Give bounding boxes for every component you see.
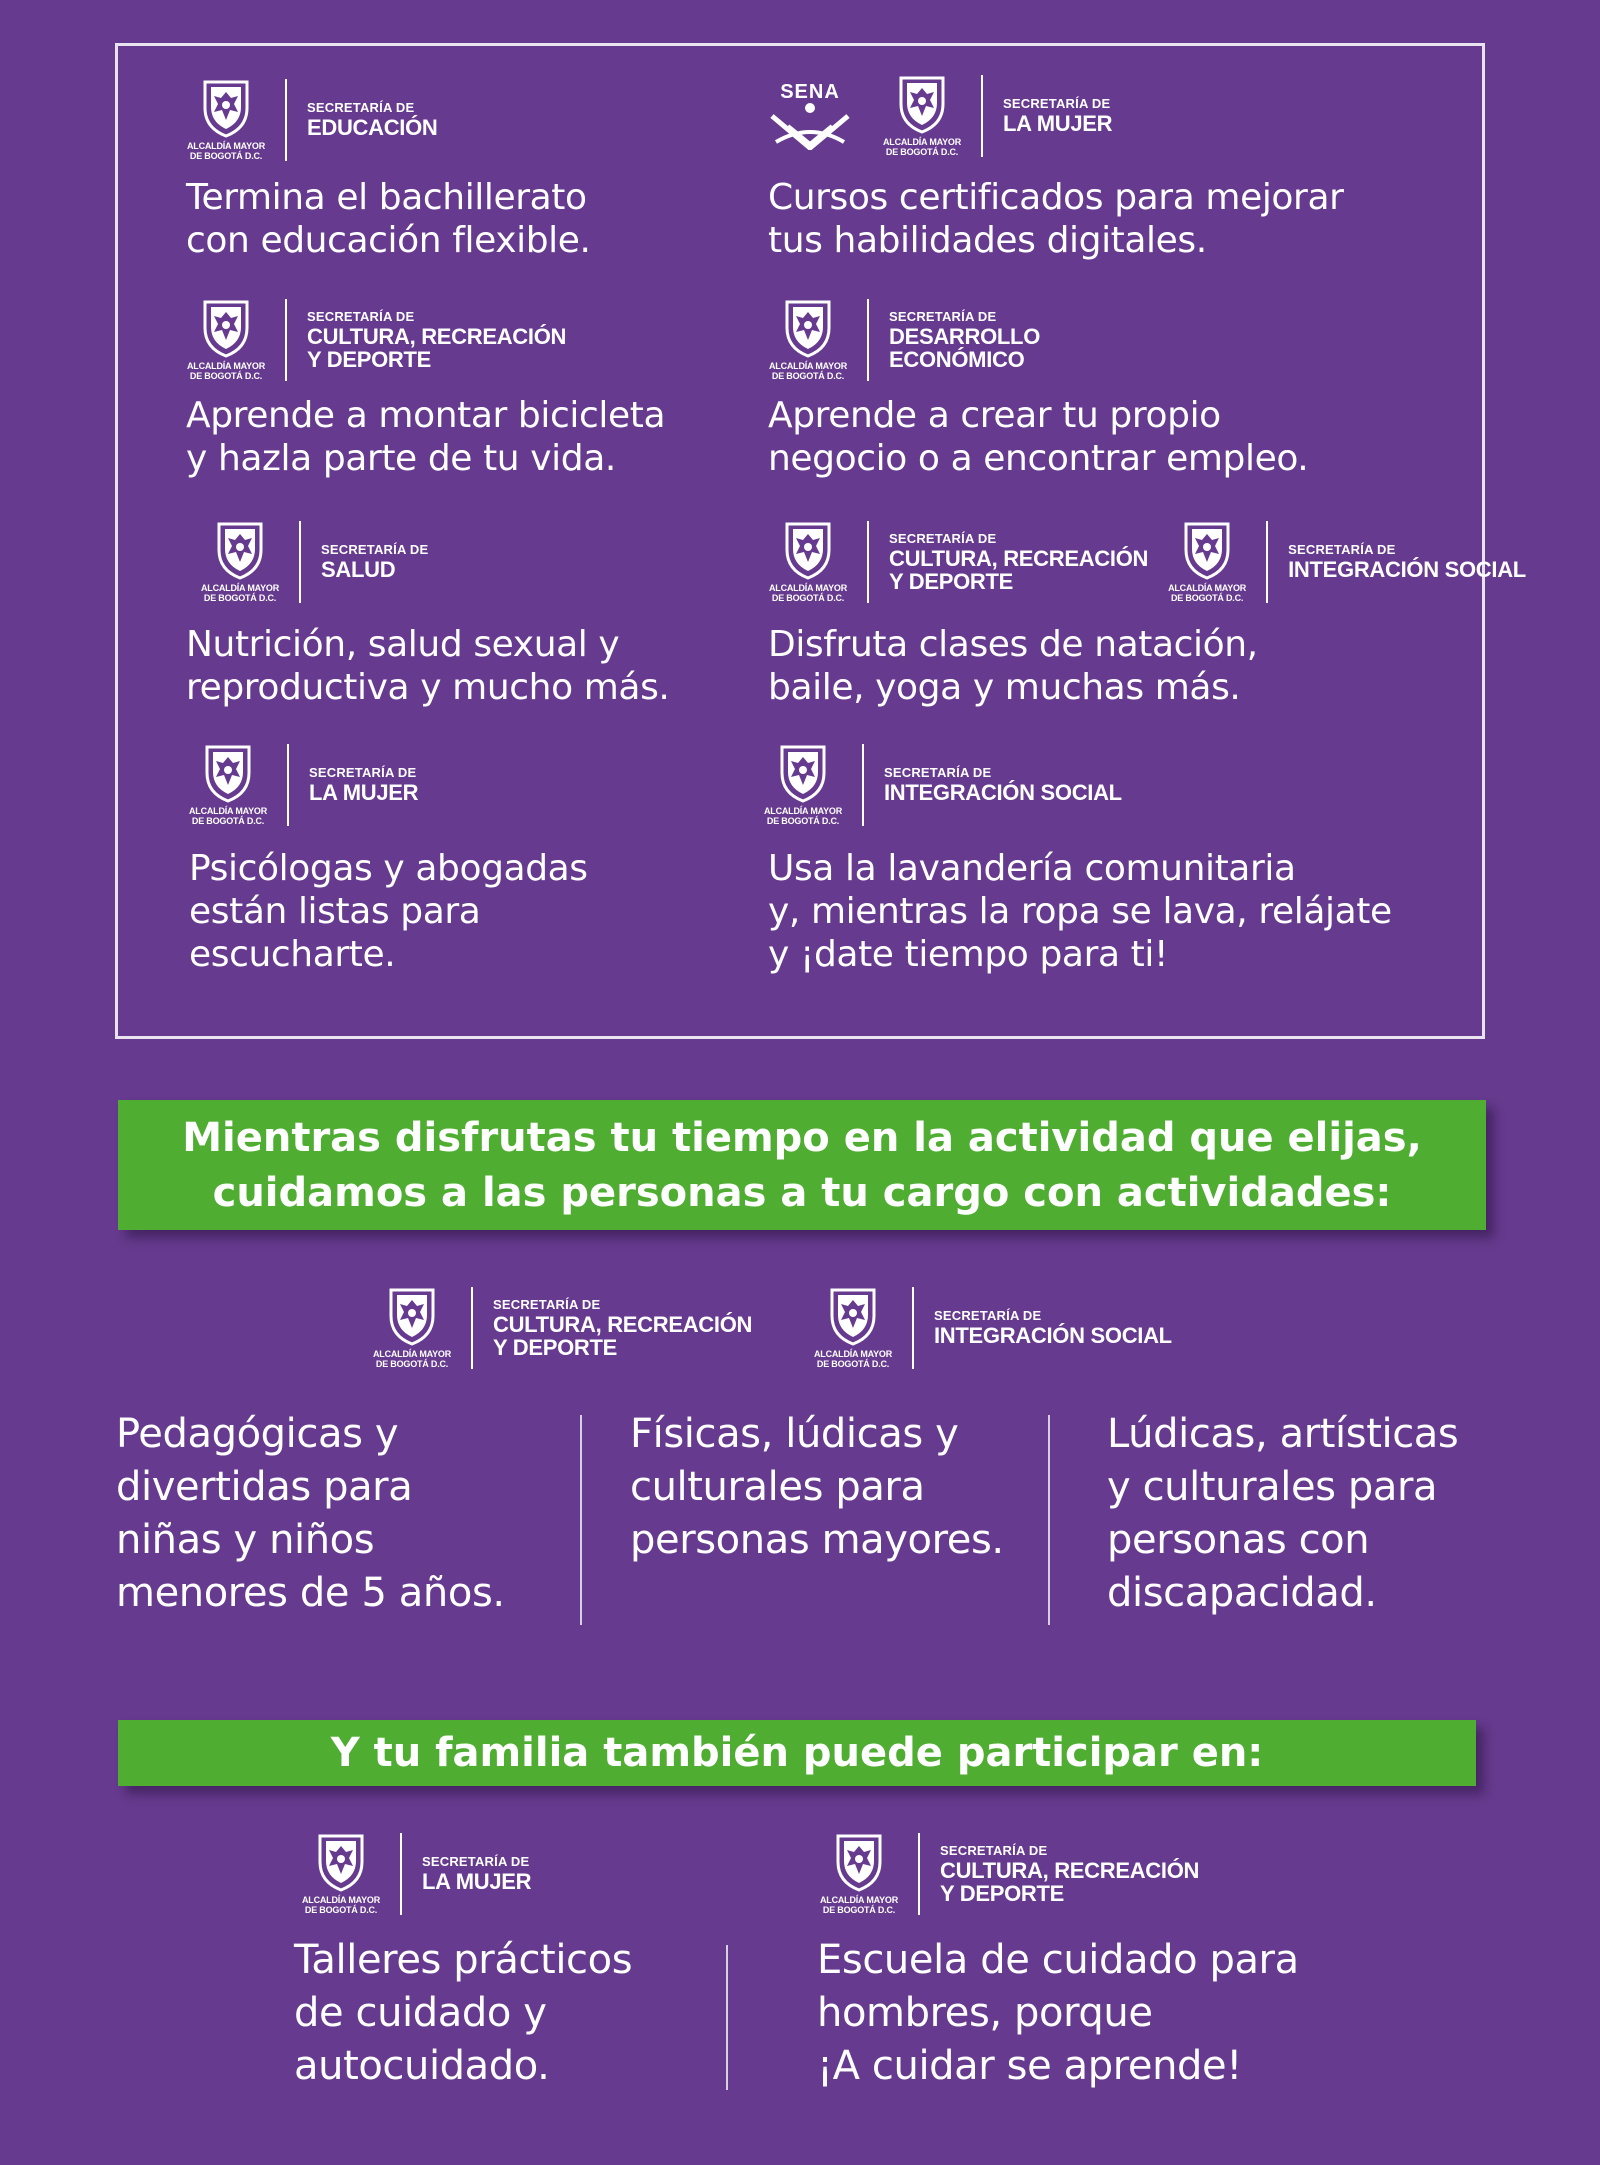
- family-workshops-text: Talleres prácticos de cuidado y autocuidado.: [294, 1937, 633, 2089]
- crest-icon: [201, 298, 251, 358]
- item-text: Psicólogas y abogadas están listas para escucharte.: [189, 848, 588, 975]
- secretaria-name: INTEGRACIÓN SOCIAL: [1288, 557, 1526, 582]
- secretaria-prefix: SECRETARÍA DE: [889, 530, 997, 546]
- alcaldia-crest: [185, 743, 271, 826]
- item-text: Aprende a crear tu propio negocio o a encontrar empleo.: [768, 395, 1309, 479]
- secretaria-prefix: SECRETARÍA DE: [422, 1854, 530, 1869]
- alcaldia-crest: [183, 298, 269, 381]
- secretaria-name: EDUCACIÓN: [307, 115, 438, 140]
- crest-label: ALCALDÍA MAYOR DE BOGOTÁ D.C.: [763, 806, 843, 826]
- sena-wordmark: SENA: [780, 80, 840, 103]
- alcaldia-crest: [816, 1832, 902, 1915]
- crest-icon: [834, 1832, 884, 1892]
- logo-divider: [400, 1833, 402, 1915]
- logo-cultura-care: [369, 1286, 752, 1369]
- crest-icon: [387, 1286, 437, 1346]
- alcaldia-crest: [1164, 520, 1250, 603]
- crest-label: ALCALDÍA MAYOR DE BOGOTÁ D.C.: [768, 583, 848, 603]
- alcaldia-crest: [879, 74, 965, 157]
- secretaria-name: LA MUJER: [422, 1869, 532, 1894]
- care-col-disability: Lúdicas, artísticas y culturales para personas con discapacidad.: [1107, 1411, 1459, 1616]
- family-school-text: Escuela de cuidado para hombres, porque ¡A cuidar se aprende!: [817, 1937, 1299, 2089]
- column-divider: [726, 1945, 728, 2090]
- secretaria-label: [321, 542, 428, 581]
- secretaria-prefix: SECRETARÍA DE: [307, 308, 415, 324]
- secretaria-name: CULTURA, RECREACIÓN Y DEPORTE: [307, 323, 567, 372]
- crest-icon: [201, 78, 251, 138]
- alcaldia-crest: [765, 298, 851, 381]
- crest-icon: [316, 1832, 366, 1892]
- logo-cultura-family: [816, 1832, 1199, 1915]
- secretaria-name: INTEGRACIÓN SOCIAL: [934, 1323, 1172, 1348]
- crest-icon: [778, 743, 828, 803]
- secretaria-label: [940, 1843, 1199, 1905]
- alcaldia-crest: [369, 1286, 455, 1369]
- logo-divider: [285, 299, 287, 381]
- care-col-children: Pedagógicas y divertidas para niñas y niños menores de 5 años.: [116, 1411, 505, 1616]
- secretaria-label: [889, 309, 1040, 371]
- secretaria-label: [884, 765, 1122, 804]
- secretaria-name: LA MUJER: [1003, 111, 1113, 136]
- secretaria-prefix: SECRETARÍA DE: [493, 1296, 601, 1312]
- item-text: Cursos certificados para mejorar tus habilidades digitales.: [768, 177, 1344, 261]
- sena-icon: [768, 102, 852, 150]
- secretaria-prefix: SECRETARÍA DE: [321, 542, 429, 557]
- logo-sena-mujer: [765, 74, 1112, 157]
- logo-cultura-integracion: [765, 520, 1526, 603]
- item-text: Disfruta clases de natación, baile, yoga y muchas más.: [768, 624, 1258, 708]
- item-text: Usa la lavandería comunitaria y, mientras la ropa se lava, relájate y ¡date tiempo para ti!: [768, 848, 1392, 975]
- crest-icon: [897, 74, 947, 134]
- logo-mujer: [185, 743, 418, 826]
- secretaria-prefix: SECRETARÍA DE: [1003, 96, 1111, 111]
- secretaria-name: INTEGRACIÓN SOCIAL: [884, 780, 1122, 805]
- sena-logo: [765, 82, 855, 150]
- crest-label: ALCALDÍA MAYOR DE BOGOTÁ D.C.: [819, 1895, 899, 1915]
- logo-salud: [197, 520, 428, 603]
- logo-divider: [862, 744, 864, 826]
- logo-desarrollo: [765, 298, 1040, 381]
- logo-divider: [867, 521, 869, 603]
- crest-label: ALCALDÍA MAYOR DE BOGOTÁ D.C.: [372, 1349, 452, 1369]
- logo-divider: [287, 744, 289, 826]
- secretaria-prefix: SECRETARÍA DE: [307, 100, 415, 115]
- alcaldia-crest: [810, 1286, 896, 1369]
- care-col-elderly: Físicas, lúdicas y culturales para personas mayores.: [630, 1411, 1004, 1563]
- crest-icon: [783, 520, 833, 580]
- secretaria-name: DESARROLLO ECONÓMICO: [889, 323, 1041, 372]
- crest-label: ALCALDÍA MAYOR DE BOGOTÁ D.C.: [188, 806, 268, 826]
- crest-label: ALCALDÍA MAYOR DE BOGOTÁ D.C.: [301, 1895, 381, 1915]
- logo-mujer-family: [298, 1832, 531, 1915]
- crest-icon: [783, 298, 833, 358]
- secretaria-label: [493, 1297, 752, 1359]
- secretaria-prefix: SECRETARÍA DE: [940, 1842, 1048, 1858]
- secretaria-label: [934, 1308, 1172, 1347]
- family-banner: Y tu familia también puede participar en:: [118, 1720, 1476, 1786]
- item-text: Nutrición, salud sexual y reproductiva y mucho más.: [186, 624, 670, 708]
- logo-divider: [471, 1287, 473, 1369]
- secretaria-name: CULTURA, RECREACIÓN Y DEPORTE: [889, 545, 1149, 594]
- secretaria-prefix: SECRETARÍA DE: [889, 308, 997, 324]
- secretaria-name: CULTURA, RECREACIÓN Y DEPORTE: [940, 1857, 1200, 1906]
- secretaria-prefix: SECRETARÍA DE: [934, 1308, 1042, 1323]
- logo-educacion: [183, 78, 438, 161]
- care-banner: Mientras disfrutas tu tiempo en la actividad que elijas, cuidamos a las personas a tu cargo con actividades:: [118, 1100, 1486, 1230]
- crest-label: ALCALDÍA MAYOR DE BOGOTÁ D.C.: [200, 583, 280, 603]
- logo-divider: [912, 1287, 914, 1369]
- item-text: Termina el bachillerato con educación flexible.: [186, 177, 591, 261]
- crest-icon: [203, 743, 253, 803]
- secretaria-name: LA MUJER: [309, 780, 419, 805]
- logo-divider: [1266, 521, 1268, 603]
- logo-divider: [285, 79, 287, 161]
- logo-divider: [299, 521, 301, 603]
- secretaria-label: [309, 765, 418, 804]
- alcaldia-crest: [197, 520, 283, 603]
- column-divider: [580, 1415, 582, 1625]
- crest-icon: [1182, 520, 1232, 580]
- secretaria-name: CULTURA, RECREACIÓN Y DEPORTE: [493, 1311, 753, 1360]
- logo-divider: [867, 299, 869, 381]
- logo-cultura: [183, 298, 566, 381]
- crest-label: ALCALDÍA MAYOR DE BOGOTÁ D.C.: [186, 141, 266, 161]
- secretaria-label: [307, 309, 566, 371]
- logo-integracion-care: [810, 1286, 1172, 1369]
- secretaria-prefix: SECRETARÍA DE: [1288, 542, 1396, 557]
- secretaria-prefix: SECRETARÍA DE: [309, 765, 417, 780]
- secretaria-label: [422, 1854, 531, 1893]
- secretaria-label: [307, 100, 438, 139]
- secretaria-name: SALUD: [321, 557, 396, 582]
- logo-divider: [981, 75, 983, 157]
- crest-icon: [828, 1286, 878, 1346]
- crest-icon: [215, 520, 265, 580]
- secretaria-label: [1003, 96, 1112, 135]
- crest-label: ALCALDÍA MAYOR DE BOGOTÁ D.C.: [186, 361, 266, 381]
- logo-integracion: [760, 743, 1122, 826]
- secretaria-label: [889, 531, 1148, 593]
- column-divider: [1048, 1415, 1050, 1625]
- crest-label: ALCALDÍA MAYOR DE BOGOTÁ D.C.: [813, 1349, 893, 1369]
- crest-label: ALCALDÍA MAYOR DE BOGOTÁ D.C.: [1168, 583, 1247, 603]
- alcaldia-crest: [298, 1832, 384, 1915]
- alcaldia-crest: [760, 743, 846, 826]
- alcaldia-crest: [183, 78, 269, 161]
- secretaria-prefix: SECRETARÍA DE: [884, 765, 992, 780]
- crest-label: ALCALDÍA MAYOR DE BOGOTÁ D.C.: [882, 137, 962, 157]
- crest-label: ALCALDÍA MAYOR DE BOGOTÁ D.C.: [768, 361, 848, 381]
- secretaria-label: [1288, 542, 1526, 581]
- logo-divider: [918, 1833, 920, 1915]
- item-text: Aprende a montar bicicleta y hazla parte de tu vida.: [186, 395, 666, 479]
- alcaldia-crest: [765, 520, 851, 603]
